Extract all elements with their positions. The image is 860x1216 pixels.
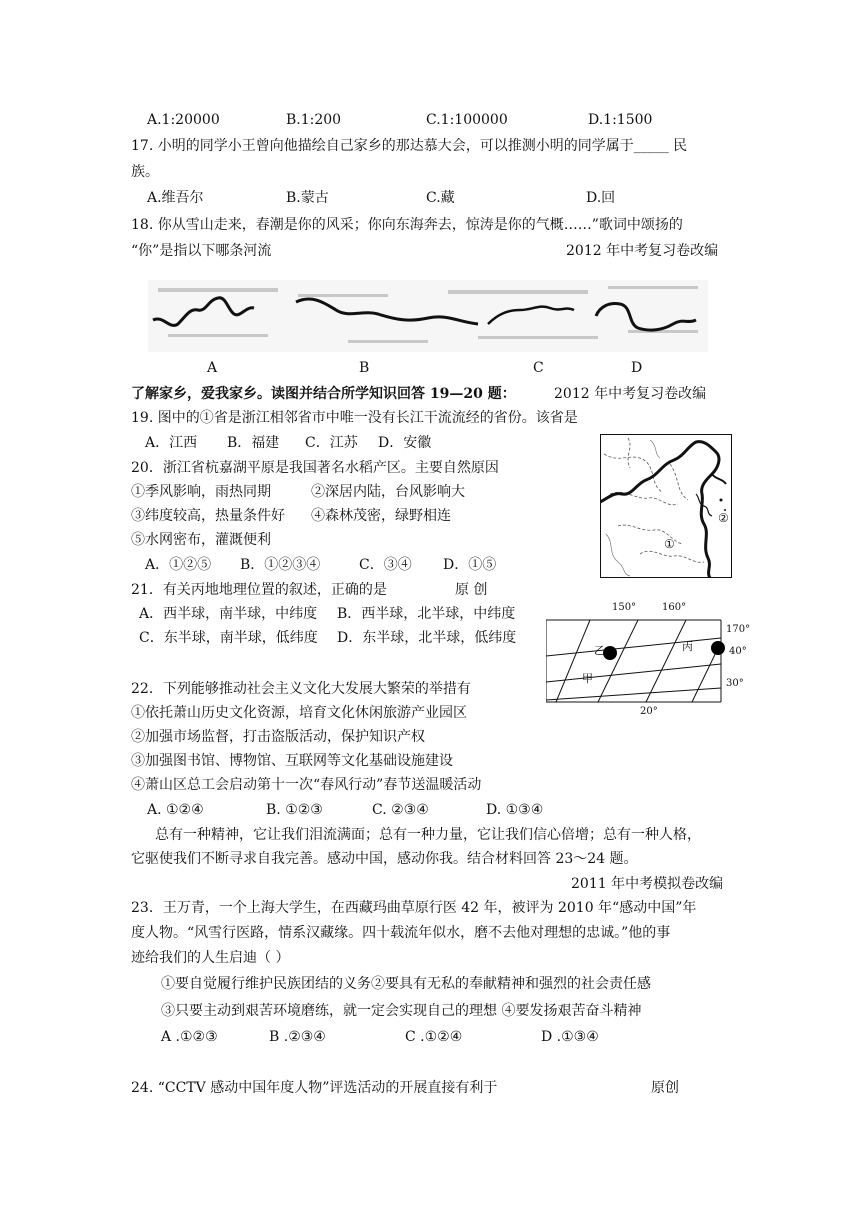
- q21-source: 原 创: [455, 582, 488, 598]
- q16-option-c: C.1:100000: [426, 112, 508, 128]
- q17-option-a: A.维吾尔: [147, 190, 204, 206]
- q19-option-c: C．江苏: [305, 435, 358, 451]
- grid-lat-20: 20°: [640, 706, 658, 717]
- q23-stem-line2: 度人物。“风雪行医路，情系汉藏缘。四十载流年似水，磨不去他对理想的忠诚。”他的事: [131, 925, 671, 941]
- q20-item-3: ③纬度较高，热量条件好: [131, 508, 285, 524]
- q17-option-c: C.藏: [426, 190, 455, 206]
- q20-option-d: D．①⑤: [443, 557, 497, 573]
- grid-place-jia: 甲: [582, 672, 593, 685]
- river-label-a: A: [207, 360, 218, 376]
- zhejiang-map-drawing: [600, 434, 732, 578]
- lat-lon-grid: [546, 602, 756, 718]
- river-label-c: C: [533, 360, 544, 376]
- passage-source: 2011 年中考模拟卷改编: [571, 876, 724, 892]
- zhejiang-map: [600, 434, 732, 578]
- q22-option-b: B. ①②③: [266, 802, 323, 818]
- q16-option-d: D.1:1500: [588, 112, 653, 128]
- q22-item-4: ④萧山区总工会启动第十一次“春风行动”春节送温暖活动: [131, 777, 482, 793]
- q16-option-b: B.1:200: [286, 112, 342, 128]
- grid-lat-30: 30°: [726, 678, 744, 689]
- q20-option-b: B．①②③④: [240, 557, 321, 573]
- q20-option-c: C．③④: [359, 557, 412, 573]
- q21-option-b: B．西半球，北半球，中纬度: [337, 606, 516, 622]
- q17-option-d: D.回: [586, 190, 616, 206]
- q22-option-a: A. ①②④: [147, 802, 204, 818]
- q23-option-b: B .②③④: [269, 1029, 326, 1045]
- q21-option-c: C．东半球，南半球，低纬度: [139, 630, 318, 646]
- q24-stem: 24. “CCTV 感动中国年度人物”评选活动的开展直接有利于: [131, 1080, 498, 1096]
- lat-lon-grid-drawing: [546, 602, 756, 718]
- grid-lon-150: 150°: [612, 602, 637, 613]
- river-label-b: B: [359, 360, 370, 376]
- q23-option-c: C .①②④: [405, 1029, 463, 1045]
- q17-stem-line1: 17. 小明的同学小王曾向他描绘自己家乡的那达慕大会，可以推测小明的同学属于_____ 民: [131, 138, 688, 154]
- q23-stem-line1: 23．王万青，一个上海大学生，在西藏玛曲草原行医 42 年，被评为 2010 年“感动中国”年: [131, 900, 697, 916]
- q21-option-a: A．西半球，南半球，中纬度: [139, 606, 318, 622]
- q22-option-c: C. ②③④: [372, 802, 429, 818]
- q19-option-a: A．江西: [145, 435, 198, 451]
- q22-option-d: D. ①③④: [486, 802, 544, 818]
- q20-item-2: ②深居内陆，台风影响大: [311, 484, 465, 500]
- q18-stem-line1: 18. 你从雪山走来，春潮是你的风采；你向东海奔去，惊涛是你的气概……”歌词中颂扬的: [131, 217, 683, 233]
- q22-item-2: ②加强市场监督，打击盗版活动，保护知识产权: [131, 729, 425, 745]
- q22-item-3: ③加强图书馆、博物馆、互联网等文化基础设施建设: [131, 753, 453, 769]
- q23-option-d: D .①③④: [541, 1029, 599, 1045]
- river-label-d: D: [631, 360, 643, 376]
- q19-option-b: B．福建: [227, 435, 280, 451]
- grid-lon-160: 160°: [662, 602, 687, 613]
- q20-item-5: ⑤水网密布，灌溉便利: [131, 532, 271, 548]
- q20-stem: 20．浙江省杭嘉湖平原是我国著名水稻产区。主要自然原因: [131, 460, 499, 476]
- q19-option-d: D．安徽: [378, 435, 432, 451]
- grid-place-bing: 丙: [682, 640, 693, 653]
- river-figure: [148, 280, 708, 352]
- q21-option-d: D．东半球，北半球，低纬度: [337, 630, 517, 646]
- q23-items-line2: ③只要主动到艰苦环境磨练，就一定会实现自己的理想 ④要发扬艰苦奋斗精神: [161, 1003, 642, 1019]
- q18-source: 2012 年中考复习卷改编: [566, 243, 719, 259]
- q22-stem: 22．下列能够推动社会主义文化大发展大繁荣的举措有: [131, 681, 471, 697]
- q23-stem-line3: 迹给我们的人生启迪（ ）: [131, 950, 290, 966]
- grid-lon-170: 170°: [726, 624, 751, 635]
- q20-item-4: ④森林茂密，绿野相连: [311, 508, 451, 524]
- q18-stem-line2: “你”是指以下哪条河流: [131, 243, 272, 259]
- q20-item-1: ①季风影响，雨热同期: [131, 484, 271, 500]
- grid-lat-40: 40°: [729, 646, 747, 657]
- q24-source: 原创: [651, 1080, 679, 1096]
- q17-stem-line2: 族。: [131, 164, 159, 180]
- q20-option-a: A．①②⑤: [145, 557, 212, 573]
- q19-stem: 19. 图中的①省是浙江相邻省市中唯一没有长江干流流经的省份。该省是: [131, 410, 578, 426]
- q16-option-a: A.1:20000: [147, 112, 220, 128]
- section-19-20-source: 2012 年中考复习卷改编: [554, 386, 707, 402]
- q23-option-a: A .①②③: [161, 1029, 218, 1045]
- q23-items-line1: ①要自觉履行维护民族团结的义务②要具有无私的奉献精神和强烈的社会责任感: [161, 976, 651, 992]
- passage-line1: 总有一种精神，它让我们泪流满面；总有一种力量，它让我们信心倍增；总有一种人格，: [155, 827, 701, 843]
- map-label-province-2: ②: [718, 511, 729, 525]
- passage-line2: 它驱使我们不断寻求自我完善。感动中国，感动你我。结合材料回答 23～24 题。: [131, 851, 638, 867]
- q17-option-b: B.蒙古: [286, 190, 329, 206]
- q22-item-1: ①依托萧山历史文化资源，培育文化休闲旅游产业园区: [131, 705, 467, 721]
- section-19-20-heading: 了解家乡，爱我家乡。读图并结合所学知识回答 19—20 题：: [131, 386, 516, 402]
- q21-stem: 21．有关丙地地理位置的叙述，正确的是: [131, 582, 387, 598]
- grid-place-yi: 乙: [594, 644, 605, 657]
- map-label-province-1: ①: [664, 537, 675, 551]
